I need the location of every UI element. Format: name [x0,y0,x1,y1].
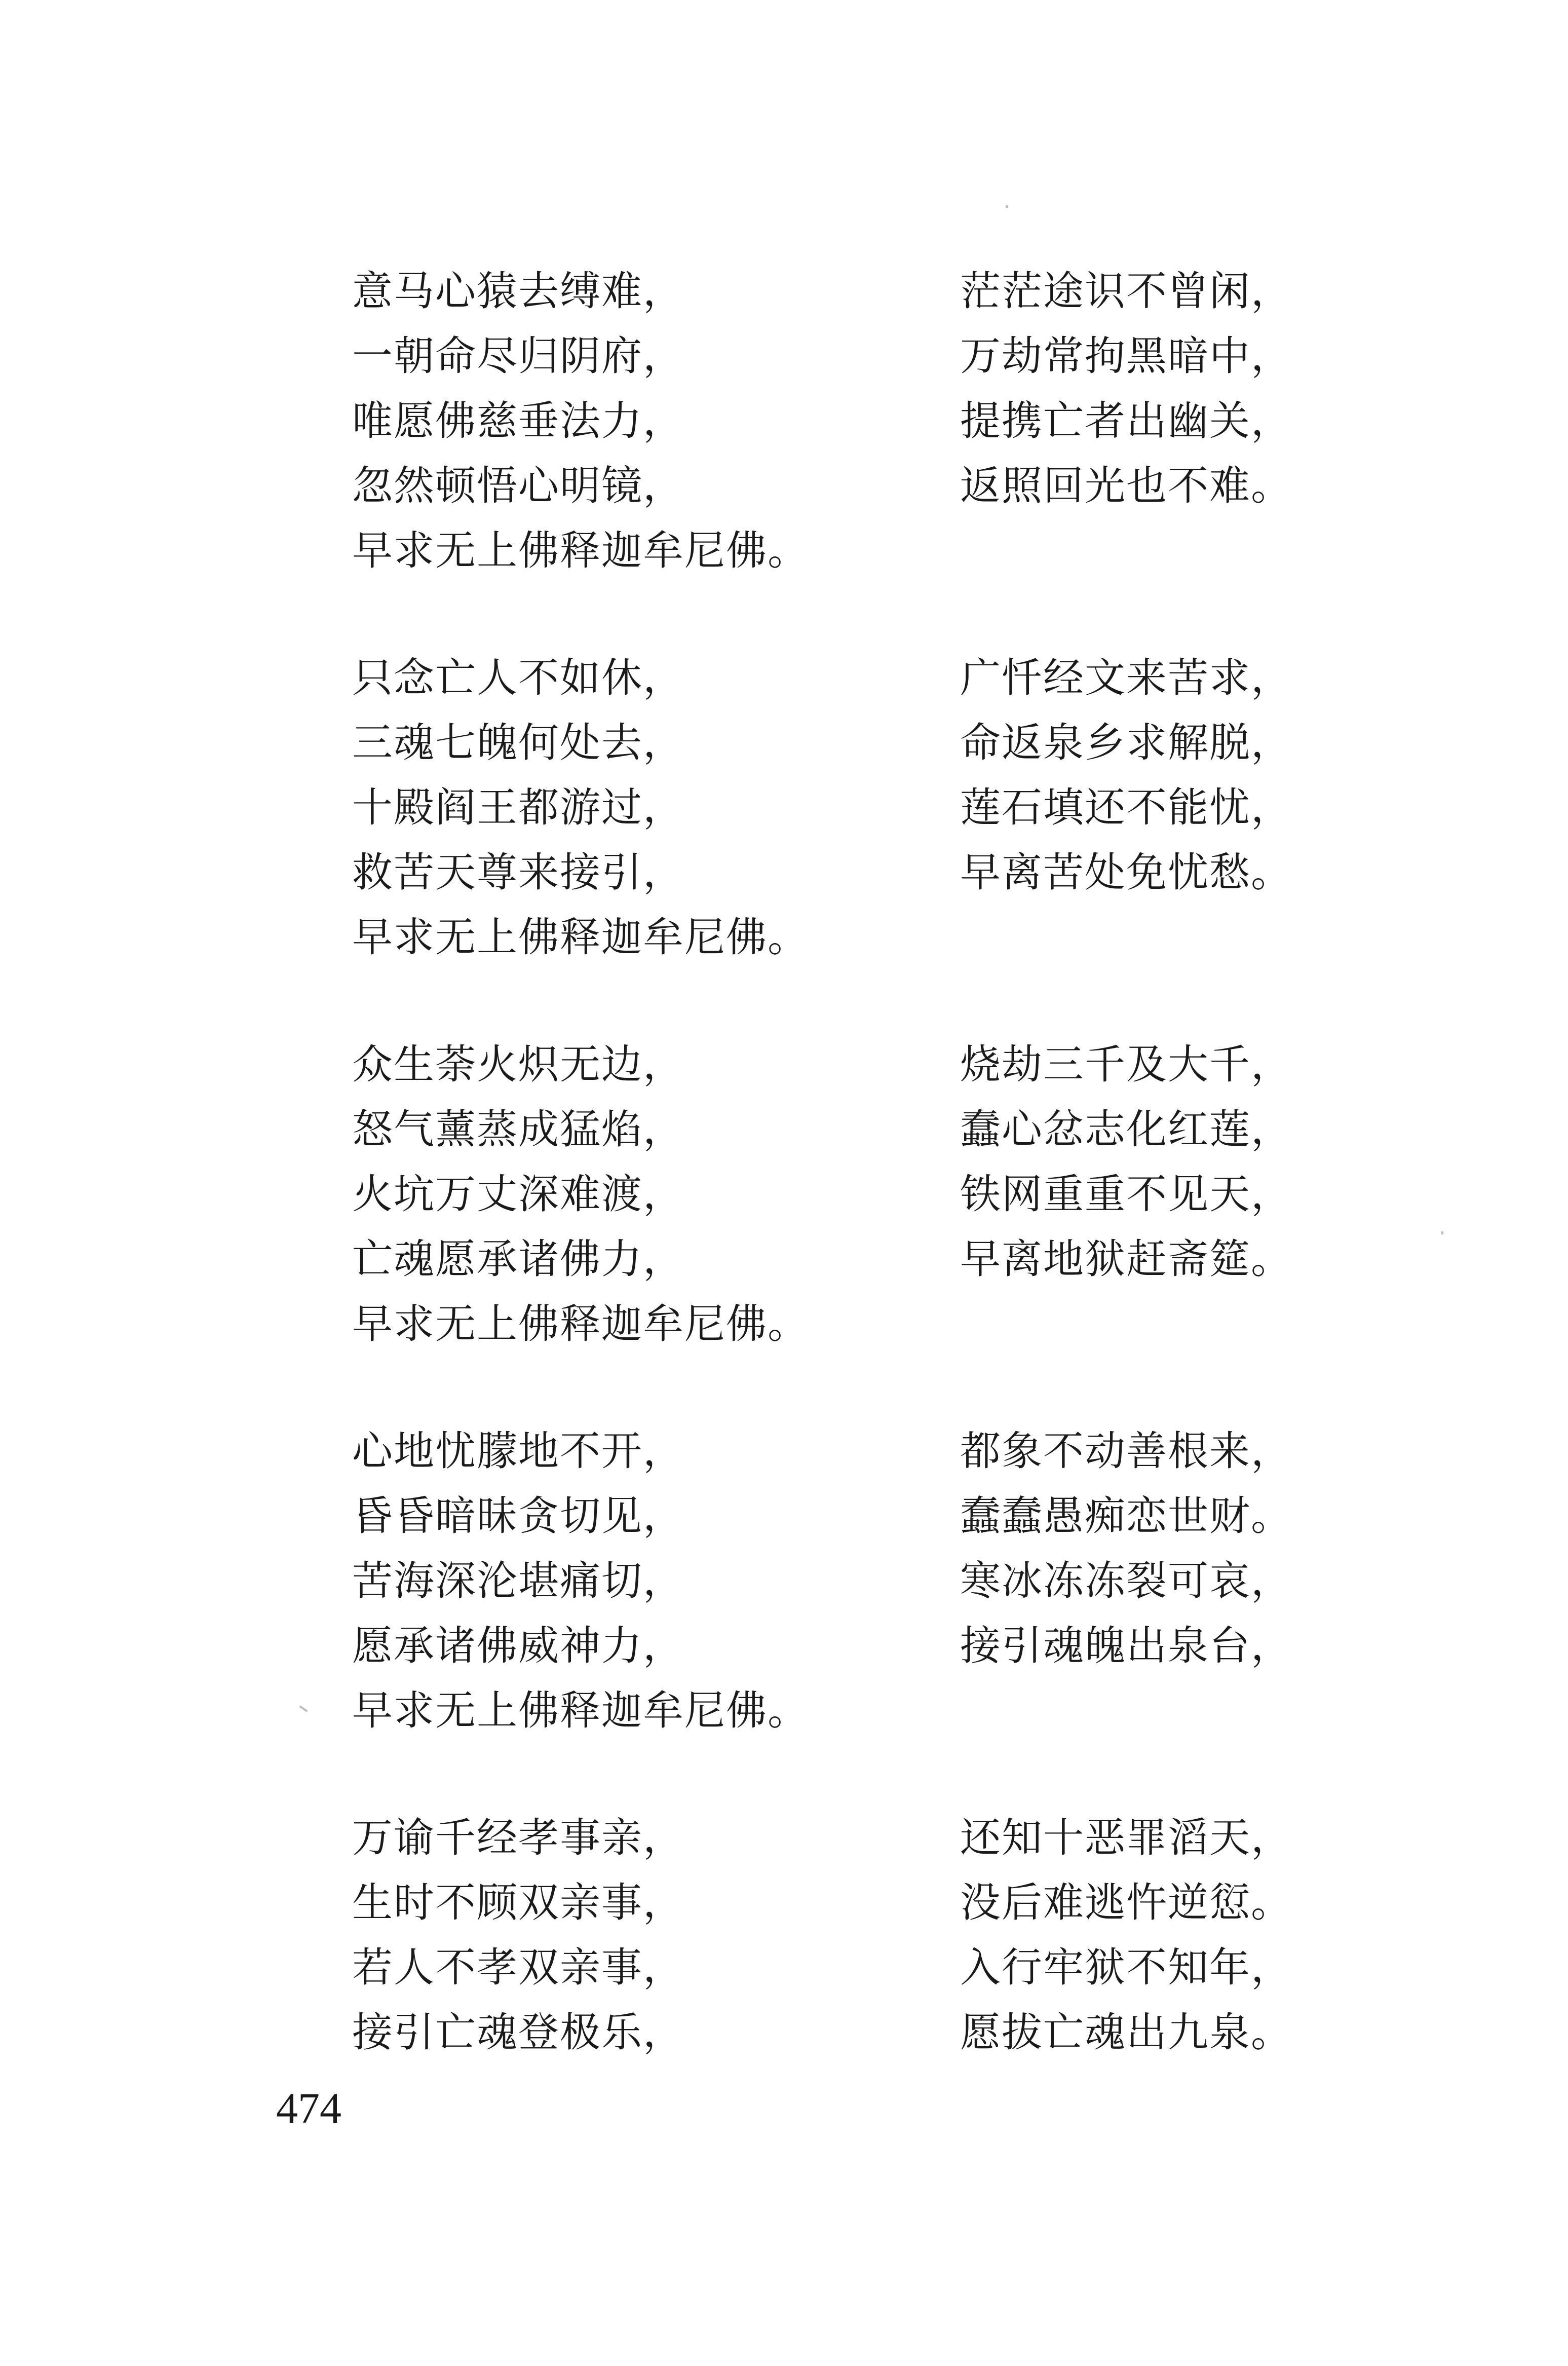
poem-line: 接引亡魂登极乐， [352,2009,684,2056]
poem-line: 只念亡人不如休， [352,654,684,701]
poem-line: 没后难逃忤逆愆。 [960,1879,1292,1926]
poem-line: 火坑万丈深难渡， [352,1171,684,1218]
poem-line: 返照回光也不难。 [960,462,1292,509]
poem-line: 忽然顿悟心明镜， [352,462,684,509]
poem-line: 愿承诸佛威神力， [352,1622,684,1669]
page-number: 474 [276,2084,341,2132]
poem-line: 早离地狱赶斋筵。 [960,1235,1292,1283]
poem-line: 万谕千经孝事亲， [352,1814,684,1861]
poem-line: 苦海深沦堪痛切， [352,1557,684,1604]
poem-refrain: 早求无上佛释迦牟尼佛。 [352,1300,809,1347]
poem-line: 愿拔亡魂出九泉。 [960,2009,1292,2056]
poem-refrain: 早求无上佛释迦牟尼佛。 [352,1687,809,1734]
poem-line: 入行牢狱不知年， [960,1944,1292,1991]
poem-line: 茫茫途识不曾闲， [960,268,1292,315]
poem-line: 早离苦处免忧愁。 [960,849,1292,896]
poem-line: 怒气薰蒸成猛焰， [352,1106,684,1153]
poem-line: 烧劫三千及大千， [960,1041,1292,1088]
poem-line: 若人不孝双亲事， [352,1944,684,1991]
poem-line: 众生荼火炽无边， [352,1041,684,1088]
poem-line: 提携亡者出幽关， [960,397,1292,444]
poem-line: 意马心猿去缚难， [352,268,684,315]
poem-line: 唯愿佛慈垂法力， [352,397,684,444]
poem-line: 三魂七魄何处去， [352,719,684,766]
poem-line: 救苦天尊来接引， [352,849,684,896]
poem-refrain: 早求无上佛释迦牟尼佛。 [352,914,809,961]
poem-line: 生时不顾双亲事， [352,1879,684,1926]
poem-line: 亡魂愿承诸佛力， [352,1235,684,1283]
poem-line: 还知十恶罪滔天， [960,1814,1292,1861]
poem-line: 万劫常拘黑暗中， [960,332,1292,380]
poem-line: 命返泉乡求解脱， [960,719,1292,766]
poem-line: 接引魂魄出泉台， [960,1622,1292,1669]
poem-line: 一朝命尽归阴府， [352,332,684,380]
poem-line: 寒冰冻冻裂可哀， [960,1557,1292,1604]
poem-line: 十殿阎王都游过， [352,784,684,831]
poem-refrain: 早求无上佛释迦牟尼佛。 [352,527,809,574]
poem-line: 广忏经文来苦求， [960,654,1292,701]
poem-line: 莲石填还不能忧， [960,784,1292,831]
poem-line: 心地忧朦地不开， [352,1428,684,1475]
poem-line: 蠢蠢愚痴恋世财。 [960,1492,1292,1539]
poem-line: 蠢心忿志化红莲， [960,1106,1292,1153]
poem-line: 昏昏暗昧贪切见， [352,1492,684,1539]
poem-line: 都象不动善根来， [960,1428,1292,1475]
scan-speck [299,1705,308,1712]
poem-line: 铁网重重不见天， [960,1171,1292,1218]
scan-speck [1006,205,1008,208]
scan-speck [1441,1231,1443,1234]
